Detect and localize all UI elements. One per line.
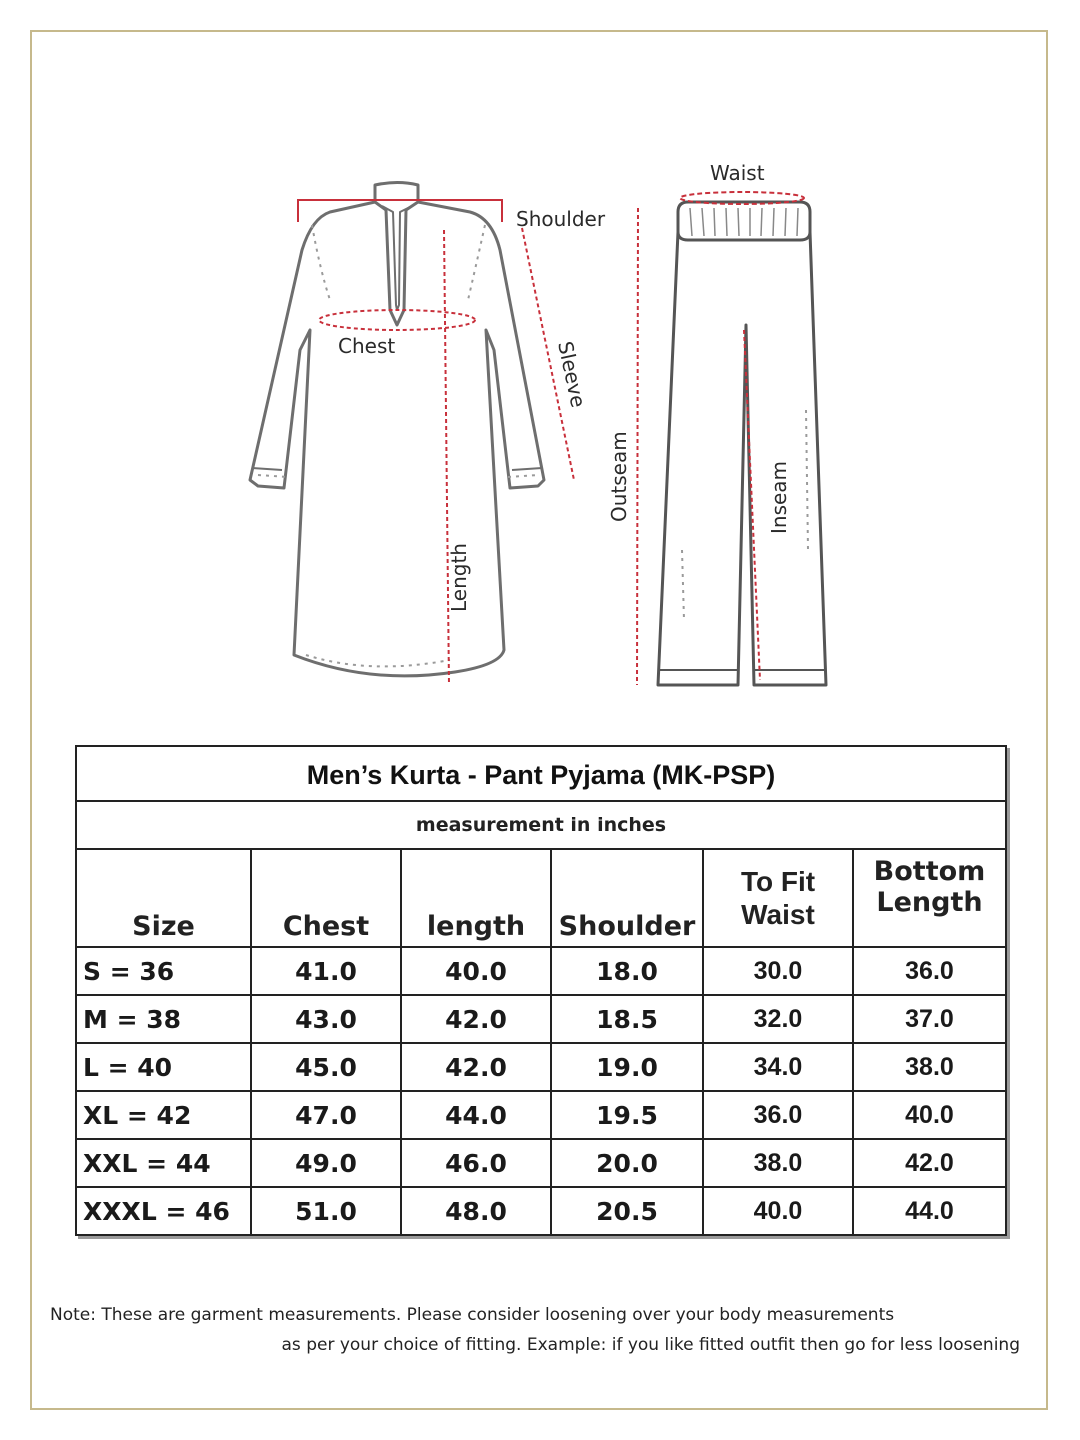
cell-waist: 32.0 bbox=[703, 995, 853, 1043]
header-to-fit-waist bbox=[703, 849, 853, 947]
garment-diagram bbox=[230, 150, 850, 710]
cell-chest: 49.0 bbox=[251, 1139, 401, 1187]
outseam-label: Outseam bbox=[607, 431, 631, 522]
pant-gathers bbox=[690, 208, 798, 236]
cell-length: 40.0 bbox=[401, 947, 551, 995]
cell-bottom-length: 44.0 bbox=[853, 1187, 1006, 1235]
cell-size: L = 40 bbox=[76, 1043, 251, 1091]
table-row bbox=[76, 1091, 1006, 1139]
table-row bbox=[76, 995, 1006, 1043]
sleeve-label: Sleeve bbox=[553, 339, 591, 410]
cell-shoulder: 19.0 bbox=[551, 1043, 703, 1091]
cell-size: XXL = 44 bbox=[76, 1139, 251, 1187]
note-line-2: as per your choice of fitting. Example: if you like fitted outfit then go for less loosening bbox=[281, 1335, 1020, 1355]
cell-bottom-length: 38.0 bbox=[853, 1043, 1006, 1091]
header-size: Size bbox=[76, 849, 251, 947]
cell-waist: 36.0 bbox=[703, 1091, 853, 1139]
cell-shoulder: 19.5 bbox=[551, 1091, 703, 1139]
table-row bbox=[76, 947, 1006, 995]
table-row bbox=[76, 1043, 1006, 1091]
cell-shoulder: 18.0 bbox=[551, 947, 703, 995]
chest-label: Chest bbox=[338, 334, 396, 358]
measurement-note bbox=[50, 1300, 1020, 1360]
cell-chest: 43.0 bbox=[251, 995, 401, 1043]
cell-chest: 41.0 bbox=[251, 947, 401, 995]
cell-chest: 47.0 bbox=[251, 1091, 401, 1139]
waist-label: Waist bbox=[710, 161, 765, 185]
header-waist-line-1: To Fit bbox=[740, 866, 816, 898]
header-shoulder: Shoulder bbox=[551, 849, 703, 947]
header-waist-line-2: Waist bbox=[741, 898, 815, 930]
header-chest: Chest bbox=[251, 849, 401, 947]
kurta-stitching bbox=[258, 225, 538, 666]
inseam-label: Inseam bbox=[767, 460, 791, 534]
header-length: length bbox=[401, 849, 551, 947]
cell-chest: 45.0 bbox=[251, 1043, 401, 1091]
cell-size: XL = 42 bbox=[76, 1091, 251, 1139]
table-title: Men’s Kurta - Pant Pyjama (MK-PSP) bbox=[76, 746, 1006, 801]
cell-size: XXXL = 46 bbox=[76, 1187, 251, 1235]
cell-size: M = 38 bbox=[76, 995, 251, 1043]
size-table bbox=[75, 745, 1007, 1236]
cell-waist: 34.0 bbox=[703, 1043, 853, 1091]
cell-bottom-length: 37.0 bbox=[853, 995, 1006, 1043]
cell-waist: 40.0 bbox=[703, 1187, 853, 1235]
cell-waist: 30.0 bbox=[703, 947, 853, 995]
cell-shoulder: 20.0 bbox=[551, 1139, 703, 1187]
cell-chest: 51.0 bbox=[251, 1187, 401, 1235]
kurta-measure-lines bbox=[298, 200, 574, 685]
cell-bottom-length: 36.0 bbox=[853, 947, 1006, 995]
cell-size: S = 36 bbox=[76, 947, 251, 995]
shoulder-label: Shoulder bbox=[516, 207, 606, 231]
header-bottom-line-2: Length bbox=[876, 887, 983, 919]
cell-length: 44.0 bbox=[401, 1091, 551, 1139]
pant-outline bbox=[658, 202, 826, 685]
note-line-1: Note: These are garment measurements. Please consider loosening over your body measurements bbox=[50, 1305, 895, 1325]
table-row bbox=[76, 1139, 1006, 1187]
kurta-outline bbox=[250, 183, 544, 676]
cell-shoulder: 18.5 bbox=[551, 995, 703, 1043]
table-row bbox=[76, 1187, 1006, 1235]
table-subtitle: measurement in inches bbox=[76, 801, 1006, 849]
cell-bottom-length: 42.0 bbox=[853, 1139, 1006, 1187]
length-label: Length bbox=[447, 543, 471, 612]
cell-length: 46.0 bbox=[401, 1139, 551, 1187]
header-bottom-length bbox=[853, 849, 1006, 947]
size-chart bbox=[75, 745, 1007, 1236]
header-bottom-line-1: Bottom bbox=[873, 856, 986, 887]
cell-length: 42.0 bbox=[401, 1043, 551, 1091]
cell-length: 42.0 bbox=[401, 995, 551, 1043]
cell-waist: 38.0 bbox=[703, 1139, 853, 1187]
cell-length: 48.0 bbox=[401, 1187, 551, 1235]
cell-shoulder: 20.5 bbox=[551, 1187, 703, 1235]
cell-bottom-length: 40.0 bbox=[853, 1091, 1006, 1139]
